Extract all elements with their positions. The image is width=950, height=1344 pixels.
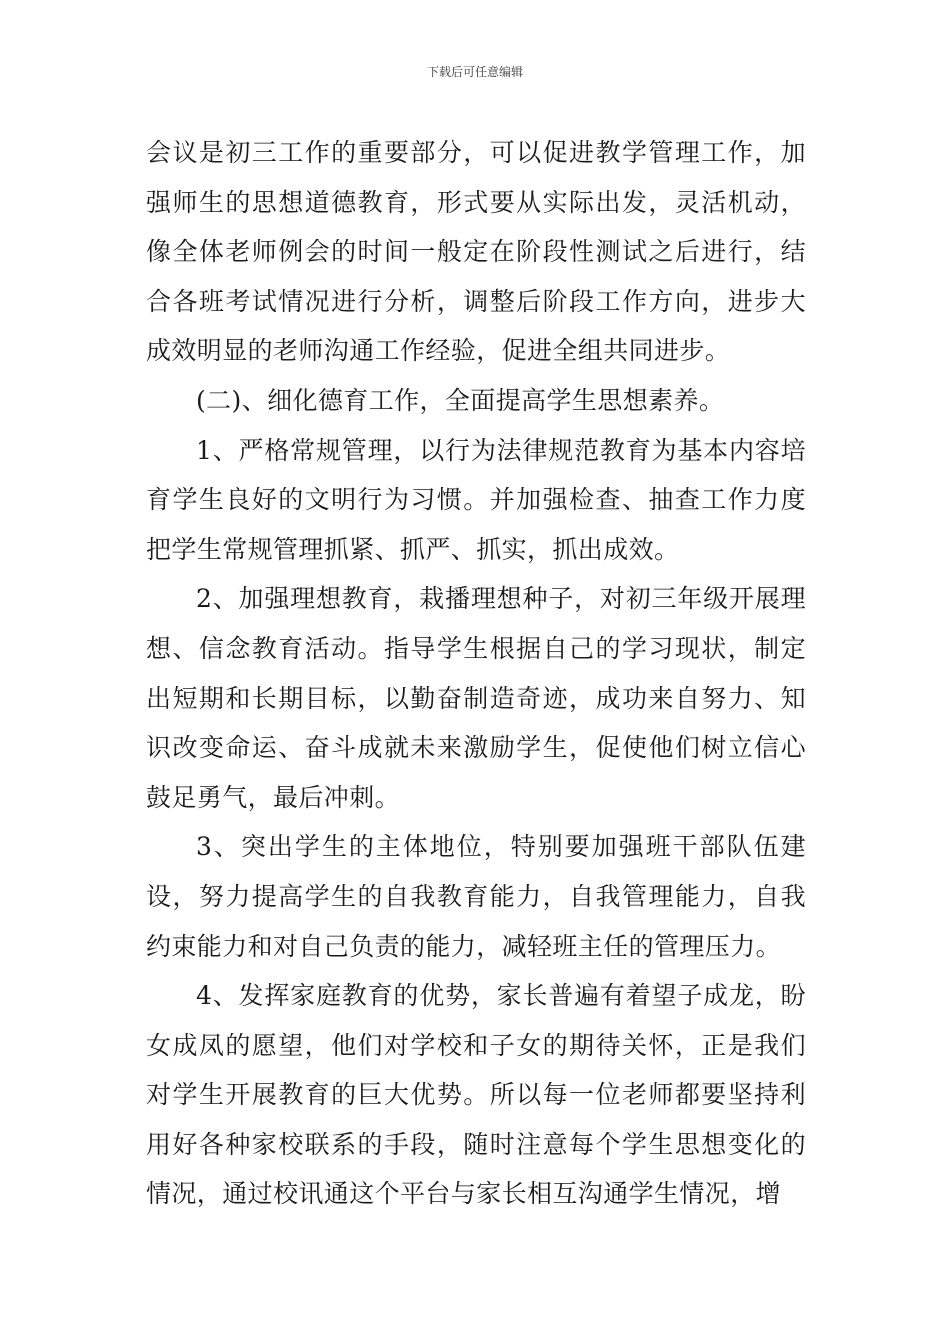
- paragraph-item-3: 3、突出学生的主体地位，特别要加强班干部队伍建设，努力提高学生的自我教育能力，自我管理能力，自我约束能力和对自己负责的能力，减轻班主任的管理压力。: [146, 832, 806, 961]
- paragraph-item-2: 2、加强理想教育，栽播理想种子，对初三年级开展理想、信念教育活动。指导学生根据自己的学习现状，制定出短期和长期目标，以勤奋制造奇迹，成功来自努力、知识改变命运、奋斗成就未来激励学生，促使他们树立信心鼓足勇气，最后冲刺。: [146, 584, 806, 812]
- paragraph-item-4: 4、发挥家庭教育的优势，家长普遍有着望子成龙，盼女成凤的愿望，他们对学校和子女的期待关怀，正是我们对学生开展教育的巨大优势。所以每一位老师都要坚持利用好各种家校联系的手段，随时注意每个学生思想变化的情况，通过校讯通这个平台与家长相互沟通学生情况，增: [146, 981, 806, 1209]
- document-body: [146, 128, 806, 1219]
- paragraph-item-1: 1、严格常规管理，以行为法律规范教育为基本内容培育学生良好的文明行为习惯。并加强检查、抽查工作力度把学生常规管理抓紧、抓严、抓实，抓出成效。: [146, 435, 806, 564]
- paragraph-meeting: 会议是初三工作的重要部分，可以促进教学管理工作，加强师生的思想道德教育，形式要从实际出发，灵活机动，像全体老师例会的时间一般定在阶段性测试之后进行，结合各班考试情况进行分析，调整后阶段工作方向，进步大成效明显的老师沟通工作经验，促进全组共同进步。: [146, 138, 806, 366]
- section-heading-moral-education: (二)、细化德育工作，全面提高学生思想素养。: [196, 385, 725, 415]
- page-header: 下载后可任意编辑: [426, 65, 523, 79]
